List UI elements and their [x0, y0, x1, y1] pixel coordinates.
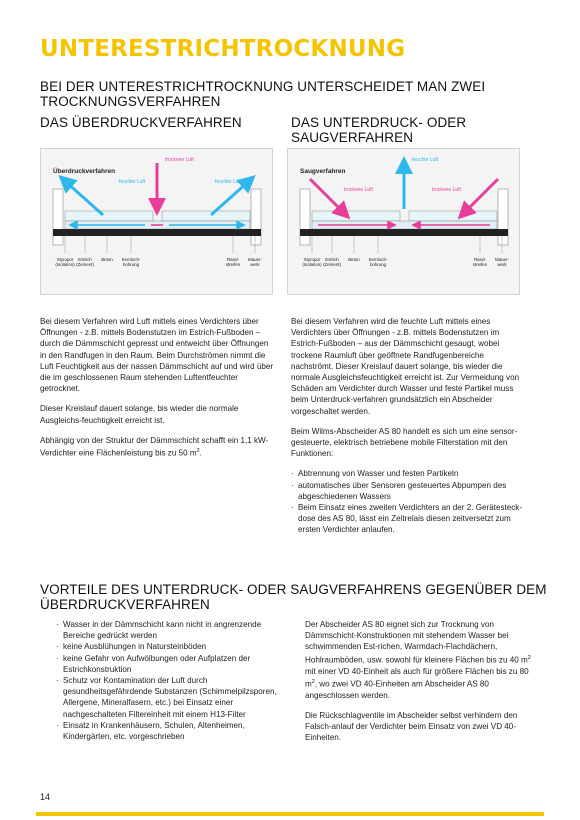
advantages-text [305, 619, 537, 752]
list-item: · keine Gefahr von Aufwölbungen oder Aufplatzen der Estrichkonstruktion [56, 653, 278, 675]
underpressure-text [291, 316, 527, 536]
list-item: · Einsatz in Krankenhäusern, Schulen, Altenheimen, Kindergärten, etc. vorgeschrieben [56, 720, 278, 742]
left-wall [300, 189, 310, 245]
label-beton: Beton [348, 257, 360, 262]
underpressure-heading: DAS UNTERDRUCK- ODER SAUGVERFAHREN [291, 115, 467, 145]
concrete-slab [300, 229, 508, 236]
page-subtitle: BEI DER UNTERESTRICHTROCKNUNG UNTERSCHEIDET MAN ZWEI TROCKNUNGSVERFAHREN [40, 79, 486, 109]
label-estrich: Estrich (Zement) [76, 257, 94, 267]
bullet-list [291, 468, 527, 535]
overpressure-heading: DAS ÜBERDRUCKVERFAHREN [40, 115, 242, 130]
list-item: · Wasser in der Dämmschicht kann nicht in angrenzende Bereiche gedrückt werden [56, 619, 278, 641]
list-item: · Beim Einsatz eines zweiten Verdichters an der 2. Gerätesteck-dose des AS 80, lässt ein Zeitrelais diesen zeitversetzt zum ersten Verdichter anlaufen. [291, 502, 527, 536]
footer-accent-bar [36, 812, 544, 816]
right-wall [251, 189, 261, 245]
screed-left [312, 211, 400, 221]
label-styropor: Styropor (Isolation) [302, 257, 322, 267]
label-mauerwerk: Mauer-werk [495, 257, 509, 267]
label-randstreifen: Rand-streifen [472, 257, 488, 267]
dry-air-arrow-left [310, 179, 344, 213]
label-kernlochbohrung: Kernloch-bohrung [368, 257, 388, 267]
list-item: · keine Ausblühungen in Natursteinböden [56, 641, 278, 652]
underpressure-diagram [287, 148, 520, 295]
paragraph: Bei diesem Verfahren wird Luft mittels eines Verdichters über Öffnungen - z.B. mittels Bodenstutzen im Estrich-Fußboden – durch die Dämmschicht gepresst und entweicht über Öffnungen in den Randfugen in den Raum. Beim Durchströmen nimmt die Luft Feuchtigkeit aus der nassen Dämmschicht auf und wird über die im geschlossenen Raum stehenden Luftentfeuchter getrocknet. [40, 317, 274, 394]
list-item: · Schutz vor Kontamination der Luft durch gesundheitsgefährdende Substanzen (Schimmelpilzsporen, Allergene, Mineralfasern, etc.) bei Einsatz einer nachgeschalteten Filtereinheit mit einem H13-Filter [56, 675, 278, 720]
screed-right [409, 211, 497, 221]
dry-air-label-left: trockene Luft [344, 187, 373, 193]
screed-left [65, 211, 153, 221]
paragraph: Der Abscheider AS 80 eignet sich zur Trocknung von Dämmschicht-Konstruktionen mit stehendem Wasser bei schwimmenden Est-richen, Warmdach-Flachdächern, Hohlraumböden, usw. sowohl für kleinere Flächen bis zu 40 $m^2$ mit einer VD 40-Einheit als auch für größere Flächen bis zu 80 $m^2$, wo zwei VD 40-Einheiten am Abscheider AS 80 angeschlossen werden. [305, 620, 531, 700]
paragraph: Abhängig von der Struktur der Dämmschicht schafft ein 1,1 kW-Verdichter eine Flächenleistung bis zu 50 $m^2$. [40, 435, 269, 458]
advantages-heading: VORTEILE DES UNTERDRUCK- ODER SAUGVERFAHRENS GEGENÜBER DEM ÜBERDRUCKVERFAHREN [40, 582, 547, 612]
overpressure-text [40, 316, 276, 468]
paragraph: Dieser Kreislauf dauert solange, bis wieder die normale Ausgleichs-feuchtigkeit erreicht ist. [40, 404, 239, 425]
moist-air-label-right: feuchte Luft [215, 179, 242, 185]
dry-air-label: trockene Luft [165, 157, 194, 163]
diagram-title: Saugverfahren [300, 168, 346, 175]
label-estrich: Estrich (Zement) [323, 257, 341, 267]
overpressure-diagram [40, 148, 273, 295]
list-item: · automatisches über Sensoren gesteuertes Abpumpen des abgeschiedenen Wassers [291, 480, 527, 502]
advantages-list [56, 619, 278, 742]
label-mauerwerk: Mauer-werk [248, 257, 262, 267]
moist-air-label: feuchte Luft [412, 157, 439, 163]
right-wall [498, 189, 508, 245]
label-kernlochbohrung: Kernloch-bohrung [121, 257, 141, 267]
page-title: UNTERESTRICHTROCKNUNG [40, 36, 406, 62]
screed-right [162, 211, 250, 221]
paragraph: Bei diesem Verfahren wird die feuchte Luft mittels eines Verdichters über Öffnungen - z.B. mittels Bodenstutzen im Estrich-Fußboden – aus der Dämmschicht gesaugt, wobei trockene Raumluft über geöffnete Randfugenbereiche nachströmt. Dieser Kreislauf dauert solange, bis wieder die normale Ausgleichsfeuchtigkeit erreicht ist. Zur Vermeidung von Schäden am Verdichter durch Wasser und feste Partikel muss beim Unterdruck-verfahren grundsätzlich ein Abscheider vorgeschaltet werden. [291, 317, 520, 416]
list-item: · Abtrennung von Wasser und festen Partikeln [291, 468, 527, 479]
dry-air-arrow-right [464, 179, 498, 213]
dry-air-label-right: trockene Luft [432, 187, 461, 193]
moist-air-label-left: feuchte Luft [119, 179, 146, 185]
label-randstreifen: Rand-streifen [225, 257, 241, 267]
moist-air-arrow-left [65, 181, 103, 215]
label-beton: Beton [101, 257, 113, 262]
paragraph: Beim Wilms-Abscheider AS 80 handelt es sich um eine sensor-gesteuerte, elektrisch betriebene mobile Filterstation mit den Funktionen: [291, 426, 518, 459]
bullet-list [56, 619, 278, 742]
page-number: 14 [40, 792, 51, 802]
diagram-title: Überdruckverfahren [53, 168, 116, 175]
concrete-slab [53, 229, 261, 236]
moist-air-arrow-right [211, 181, 249, 215]
left-wall [53, 189, 63, 245]
label-styropor: Styropor (Isolation) [55, 257, 75, 267]
paragraph: Die Rückschlagventile im Abscheider selbst verhindern den Falsch-anlauf der Verdichter beim Einsatz von zwei VD 40-Einheiten. [305, 710, 518, 743]
